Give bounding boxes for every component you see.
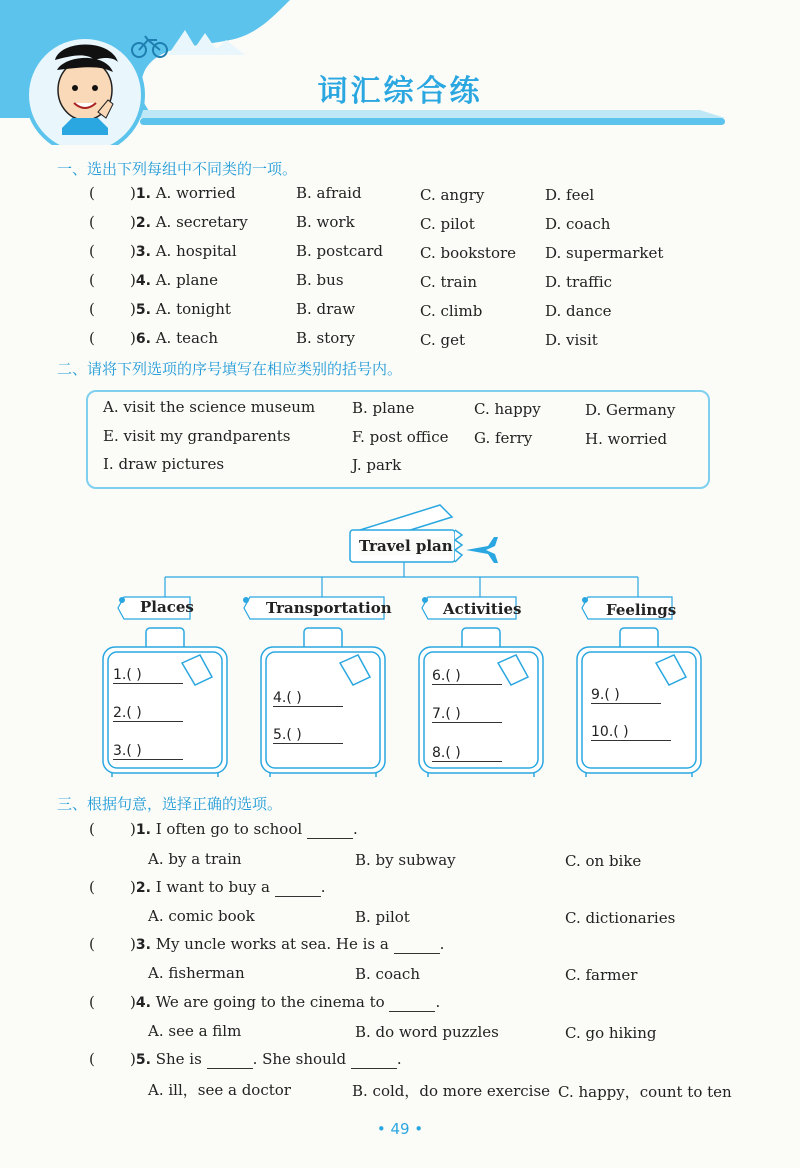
answer-paren[interactable]: ( xyxy=(89,820,95,838)
blank-6[interactable]: 6.( ) xyxy=(432,668,502,685)
page-title: 词汇综合练 xyxy=(317,74,483,109)
option-d: D. dance xyxy=(545,302,612,320)
option-item: D. Germany xyxy=(585,401,676,419)
option-b: B. work xyxy=(296,213,355,231)
option-c: C. go hiking xyxy=(565,1024,657,1042)
option-c: C. bookstore xyxy=(420,244,517,262)
option-a: A. see a film xyxy=(148,1022,242,1040)
answer-blank[interactable] xyxy=(389,993,435,1012)
answer-paren[interactable]: ( xyxy=(89,300,95,318)
option-c: C. happy，count to ten xyxy=(558,1083,732,1101)
blank-3[interactable]: 3.( ) xyxy=(113,743,183,760)
answer-blank[interactable] xyxy=(307,820,353,839)
diagram-root-label: Travel plan xyxy=(359,537,453,555)
option-d: D. traffic xyxy=(545,273,613,291)
blank-2[interactable]: 2.( ) xyxy=(113,705,183,722)
option-item: A. visit the science museum xyxy=(103,398,316,416)
option-c: C. angry xyxy=(420,186,485,204)
option-b: B. draw xyxy=(296,300,356,318)
option-b: B. bus xyxy=(296,271,344,289)
answer-close-paren: )1. A. worried xyxy=(130,184,236,202)
question-stem: )4. We are going to the cinema to . xyxy=(130,993,441,1011)
section1-title: 一、选出下列每组中不同类的一项。 xyxy=(57,160,298,178)
category-places: Places xyxy=(140,598,194,616)
option-item: I. draw pictures xyxy=(103,455,225,473)
answer-paren[interactable]: ( xyxy=(89,935,95,953)
blank-9[interactable]: 9.( ) xyxy=(591,687,661,704)
blank-10[interactable]: 10.( ) xyxy=(591,724,671,741)
option-a: )5. A. tonight xyxy=(130,300,231,318)
option-b: B. pilot xyxy=(355,908,410,926)
category-transportation: Transportation xyxy=(266,599,392,617)
answer-paren[interactable]: ( xyxy=(89,213,95,231)
answer-paren[interactable]: ( xyxy=(89,878,95,896)
blank-5[interactable]: 5.( ) xyxy=(273,727,343,744)
option-item: H. worried xyxy=(585,430,668,448)
option-d: D. visit xyxy=(545,331,598,349)
option-c: C. dictionaries xyxy=(565,909,676,927)
answer-paren[interactable]: ( xyxy=(89,1050,95,1068)
blank-1[interactable]: 1.( ) xyxy=(113,667,183,684)
option-c: C. farmer xyxy=(565,966,638,984)
option-item: E. visit my grandparents xyxy=(103,427,291,445)
option-c: C. on bike xyxy=(565,852,642,870)
option-b: B. coach xyxy=(355,965,420,983)
answer-blank[interactable] xyxy=(275,878,321,897)
answer-paren[interactable]: ( xyxy=(89,242,95,260)
option-item: B. plane xyxy=(352,399,415,417)
option-b: B. postcard xyxy=(296,242,384,260)
option-a: A. comic book xyxy=(148,907,255,925)
category-activities: Activities xyxy=(443,600,522,618)
section2-title: 二、请将下列选项的序号填写在相应类别的括号内。 xyxy=(57,360,403,378)
question-stem: )2. I want to buy a . xyxy=(130,878,326,896)
answer-blank[interactable] xyxy=(207,1050,253,1069)
option-b: B. cold，do more exercise xyxy=(352,1082,551,1100)
option-a: )2. A. secretary xyxy=(130,213,248,231)
answer-paren[interactable]: ( xyxy=(89,184,95,202)
answer-blank[interactable] xyxy=(394,935,440,954)
option-item: F. post office xyxy=(352,428,449,446)
answer-paren[interactable]: ( xyxy=(89,329,95,347)
plane-icon xyxy=(466,537,498,563)
option-c: C. climb xyxy=(420,302,483,320)
option-c: C. train xyxy=(420,273,478,291)
option-item: J. park xyxy=(352,456,402,474)
category-feelings: Feelings xyxy=(606,601,677,619)
answer-blank[interactable] xyxy=(351,1050,397,1069)
option-d: D. supermarket xyxy=(545,244,664,262)
option-b: B. afraid xyxy=(296,184,362,202)
blank-8[interactable]: 8.( ) xyxy=(432,745,502,762)
question-stem: )3. My uncle works at sea. He is a . xyxy=(130,935,445,953)
answer-paren[interactable]: ( xyxy=(89,993,95,1011)
blank-4[interactable]: 4.( ) xyxy=(273,690,343,707)
option-a: A. by a train xyxy=(148,850,242,868)
option-d: D. feel xyxy=(545,186,595,204)
option-item: G. ferry xyxy=(474,429,533,447)
section3-title: 三、根据句意，选择正确的选项。 xyxy=(57,795,283,813)
option-item: C. happy xyxy=(474,400,541,418)
option-a: )6. A. teach xyxy=(130,329,218,347)
option-c: C. pilot xyxy=(420,215,475,233)
page-number: • 49 • xyxy=(376,1120,424,1138)
blank-7[interactable]: 7.( ) xyxy=(432,706,502,723)
option-b: B. story xyxy=(296,329,355,347)
option-a: A. fisherman xyxy=(148,964,245,982)
option-d: D. coach xyxy=(545,215,611,233)
answer-paren[interactable]: ( xyxy=(89,271,95,289)
question-stem: )1. I often go to school . xyxy=(130,820,358,838)
option-b: B. do word puzzles xyxy=(355,1023,499,1041)
option-b: B. by subway xyxy=(355,851,456,869)
option-a: A. ill，see a doctor xyxy=(148,1081,291,1099)
option-a: )3. A. hospital xyxy=(130,242,237,260)
question-row xyxy=(89,184,95,202)
question-stem: )5. She is . She should . xyxy=(130,1050,402,1068)
option-c: C. get xyxy=(420,331,465,349)
option-a: )4. A. plane xyxy=(130,271,218,289)
